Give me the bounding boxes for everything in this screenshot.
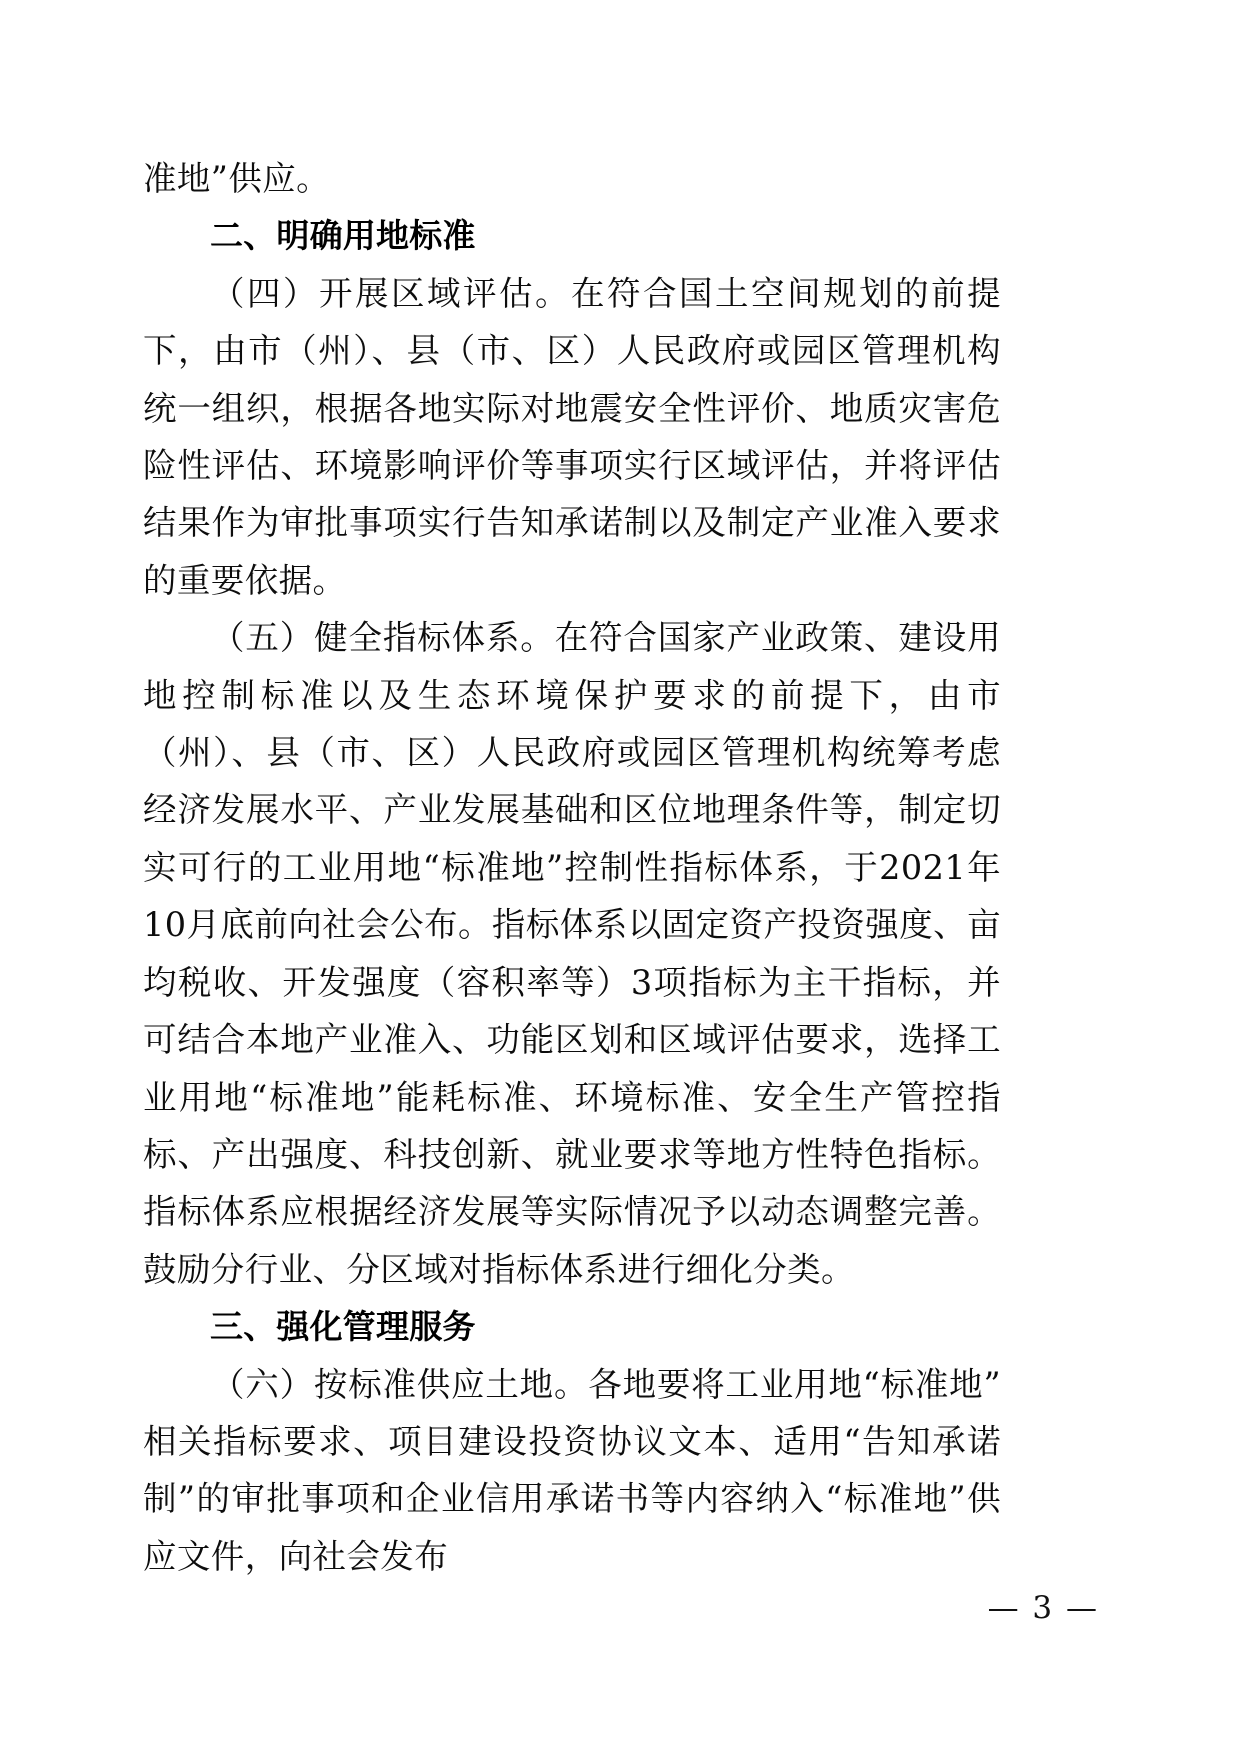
section-heading-two: 二、明确用地标准 — [210, 216, 476, 256]
page-number: — 3 — — [987, 1590, 1099, 1626]
paragraph-item-six: （六）按标准供应土地。各地要将工业用地“标准地”相关指标要求、项目建设投资协议文本、适用“告知承诺制”的审批事项和企业信用承诺书等内容纳入“标准地”供应文件，向社会发布 — [143, 1364, 1001, 1576]
page-body — [143, 150, 1001, 1585]
section-heading-three: 三、强化管理服务 — [210, 1307, 476, 1347]
paragraph-item-four: （四）开展区域评估。在符合国土空间规划的前提下，由市（州）、县（市、区）人民政府或园区管理机构统一组织，根据各地实际对地震安全性评价、地质灾害危险性评估、环境影响评价等事项实行区域评估，并将评估结果作为审批事项实行告知承诺制以及制定产业准入要求的重要依据。 — [143, 273, 1001, 600]
paragraph-continuation-top: 准地”供应。 — [143, 159, 331, 198]
paragraph-item-five: （五）健全指标体系。在符合国家产业政策、建设用地控制标准以及生态环境保护要求的前提下，由市（州）、县（市、区）人民政府或园区管理机构统筹考虑经济发展水平、产业发展基础和区位地理条件等，制定切实可行的工业用地“标准地”控制性指标体系，于2021年10月底前向社会公布。指标体系以固定资产投资强度、亩均税收、开发强度（容积率等）3项指标为主干指标，并可结合本地产业准入、功能区划和区域评估要求，选择工业用地“标准地”能耗标准、环境标准、安全生产管控指标、产出强度、科技创新、就业要求等地方性特色指标。指标体系应根据经济发展等实际情况予以动态调整完善。鼓励分行业、分区域对指标体系进行细化分类。 — [143, 618, 1001, 1289]
